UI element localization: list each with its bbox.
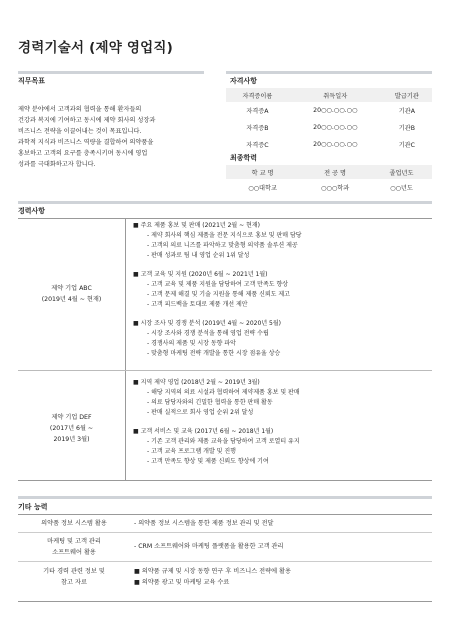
list-item: - 판매 실적으로 회사 영업 순위 2위 달성 — [147, 409, 254, 416]
experience-table — [18, 218, 432, 219]
certs-header: 발급기관 — [394, 92, 419, 100]
objective-text: 제약 분야에서 고객과의 협력을 통해 환자들의 건강과 복지에 기여하고 동시에 제약 회사의 성장과 비즈니스 전략을 이끌어내는 것이 목표입니다. 과학적 지식과 비즈니스 역량을 결합하여 의약품을 홍보하고 고객의 요구를 충족시키며 동시에 영업 성과를 극대화하고자 합니다. — [18, 106, 156, 168]
list-item: - 기존 고객 관리와 제품 교육을 담당하여 고객 로열티 유지 — [147, 438, 300, 445]
section-bar — [18, 201, 432, 204]
certs-heading: 자격사항 — [230, 77, 258, 85]
list-item: - 의료 담당자와의 긴밀한 협력을 통한 판매 활동 — [147, 399, 273, 406]
list-item: - 해당 지역의 의료 시설과 협력하여 제약제품 홍보 및 판매 — [147, 389, 300, 396]
list-item: - 고객 만족도 향상 및 제품 신뢰도 향상에 기여 — [147, 458, 269, 465]
education-heading: 최종학력 — [230, 154, 258, 162]
skill-item: ■ 의약품 규제 및 시장 동향 연구 후 비즈니스 전략에 활용 — [134, 568, 292, 575]
skill-label: 마케팅 및 고객 관리 소프트웨어 활용 — [47, 538, 101, 556]
education-table — [226, 165, 432, 196]
duty-title: ■ 고객 교육 및 지원 (2020년 6월 ~ 2021년 1월) — [133, 271, 268, 278]
duty-title: ■ 주요 제품 홍보 및 판매 (2021년 2월 ~ 현재) — [133, 222, 260, 229]
skills-row-divider — [18, 561, 432, 562]
list-item: - 고객 교육 및 제품 지원을 담당하여 고객 만족도 향상 — [147, 281, 289, 288]
table-row: ○○대학교 ○○○학과 ○○년도 — [248, 185, 413, 192]
list-item: - 경쟁사의 제품 및 시장 동향 파악 — [147, 340, 236, 347]
page-title: 경력기술서 (제약 영업직) — [18, 40, 173, 56]
company-def: 제약 기업 DEF (2017년 6월 ~ 2019년 3월) — [49, 414, 94, 443]
list-item: - 고객 피드백을 토대로 제품 개선 제안 — [147, 301, 248, 308]
section-bar — [226, 71, 432, 74]
skill-item: ■ 의약품 광고 및 마케팅 교육 수료 — [134, 579, 230, 586]
experience-bottom — [18, 480, 432, 481]
skills-bottom — [18, 601, 432, 602]
duty-title: ■ 지역 제약 영업 (2018년 2월 ~ 2019년 3월) — [133, 379, 260, 386]
skill-item: - 의약품 정보 시스템을 통한 제품 정보 관리 및 전달 — [134, 520, 274, 527]
experience-divider — [125, 218, 126, 480]
skill-item: - CRM 소프트웨어와 마케팅 플랫폼을 활용한 고객 관리 — [134, 543, 284, 550]
objective-heading: 직무목표 — [18, 77, 46, 85]
education-header: 전 공 명 — [324, 169, 347, 177]
section-bar — [18, 71, 204, 74]
list-item: - 제약 회사의 핵심 제품을 전문 지식으로 홍보 및 판매 담당 — [147, 232, 302, 239]
company-abc: 제약 기업 ABC (2019년 4월 ~ 현재) — [41, 285, 102, 303]
certs-header: 자격증이름 — [242, 92, 273, 100]
skills-top — [18, 514, 432, 515]
list-item: - 판매 성과로 팀 내 영업 순위 1위 달성 — [147, 252, 250, 259]
table-row: 자격증B 20○○.○○.○○ 기관B — [246, 124, 415, 132]
education-header: 학 교 명 — [251, 169, 274, 177]
skill-label: 기타 경력 관련 정보 및 참고 자료 — [43, 568, 105, 586]
list-item: - 고객의 의료 니즈를 파악하고 맞춤형 의약품 솔루션 제공 — [147, 242, 298, 249]
duty-title: ■ 고객 서비스 및 교육 (2017년 6월 ~ 2018년 1월) — [133, 428, 274, 435]
certs-header: 취득일자 — [323, 92, 348, 100]
duty-title: ■ 시장 조사 및 경쟁 분석 (2019년 4월 ~ 2020년 5월) — [133, 320, 281, 327]
skills-row-divider — [18, 532, 432, 533]
skills-heading: 기타 능력 — [18, 503, 48, 511]
certs-table — [226, 88, 432, 153]
abc-duties — [133, 221, 433, 359]
list-item: - 시장 조사와 경쟁 분석을 통해 영업 전략 수립 — [147, 330, 269, 337]
section-bar — [18, 496, 432, 499]
table-row: 자격증C 20○○.○○.○○ 기관C — [246, 141, 415, 149]
list-item: - 고객 교육 프로그램 개발 및 진행 — [147, 448, 236, 455]
list-item: - 고객 문제 해결 및 기술 지원을 통해 제품 신뢰도 제고 — [147, 291, 290, 298]
experience-company-divider — [18, 370, 432, 371]
education-header: 졸업년도 — [389, 169, 414, 177]
list-item: - 맞춤형 마케팅 전략 개발을 통한 시장 점유율 상승 — [147, 350, 281, 357]
skill-label: 의약품 정보 시스템 활용 — [41, 520, 107, 527]
table-row: 자격증A 20○○.○○.○○ 기관A — [246, 107, 415, 115]
experience-heading: 경력사항 — [18, 207, 46, 215]
skill-item-list — [134, 566, 434, 588]
def-duties — [133, 378, 433, 467]
